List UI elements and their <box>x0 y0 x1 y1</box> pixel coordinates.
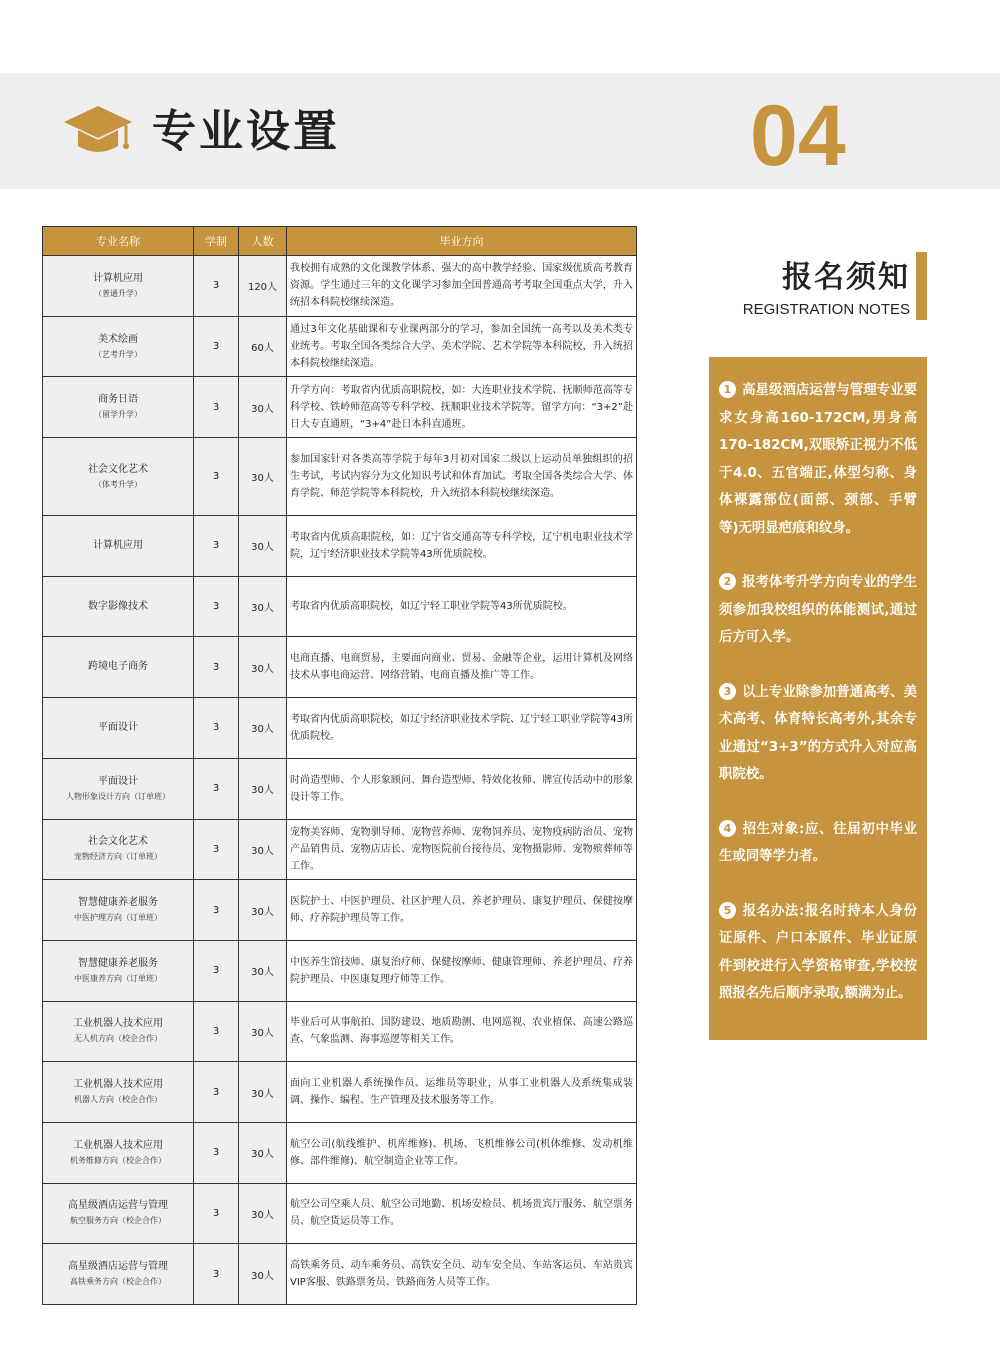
major-name-cell <box>43 698 194 759</box>
direction-cell: 中医养生馆技师、康复治疗师、保健按摩师、健康管理师、养老护理员、疗养院护理员、中医康复理疗师等工作。 <box>287 940 637 1001</box>
direction-cell: 时尚造型师、个人形象顾问、舞台造型师、特效化妆师、牌宣传活动中的形象设计等工作。 <box>287 758 637 819</box>
note-item <box>719 898 917 1008</box>
major-name-cell <box>43 377 194 438</box>
years-cell: 3 <box>194 256 239 317</box>
major-name-cell <box>43 1244 194 1305</box>
notes-panel <box>709 357 927 1040</box>
count-cell: 30人 <box>239 698 287 759</box>
direction-cell: 面向工业机器人系统操作员、运维员等职业，从事工业机器人及系统集成装调、操作、编程、生产管理及技术服务等工作。 <box>287 1062 637 1123</box>
major-name: 平面设计 <box>98 721 138 733</box>
count-cell: 30人 <box>239 758 287 819</box>
count-cell: 30人 <box>239 1001 287 1062</box>
major-subtitle: 高铁乘务方向（校企合作） <box>70 1277 166 1287</box>
major-name-cell <box>43 637 194 698</box>
graduation-cap-icon <box>62 100 134 160</box>
major-name-cell <box>43 1183 194 1244</box>
direction-cell: 我校拥有成熟的文化课教学体系、强大的高中教学经验、国家级优质高考教育资源。学生通过三年的文化课学习参加全国普通高考考取全国重点大学，升入统招本科院校继续深造。 <box>287 256 637 317</box>
major-subtitle: 中医护理方向（订单班） <box>74 913 162 923</box>
direction-cell: 考取省内优质高职院校，如辽宁经济职业技术学院、辽宁轻工职业学院等43所优质院校。 <box>287 698 637 759</box>
note-text: 高星级酒店运营与管理专业要求女身高160-172CM,男身高170-182CM,双眼矫正视力不低于4.0、五官端正,体型匀称、身体裸露部位(面部、颈部、手臂等)无明显疤痕和纹身。 <box>719 383 917 536</box>
notes-title: 报名须知 <box>782 260 910 295</box>
major-name-cell <box>43 1001 194 1062</box>
major-name: 高星级酒店运营与管理 <box>68 1200 168 1212</box>
major-subtitle: 无人机方向（校企合作） <box>74 1034 162 1044</box>
major-name: 智慧健康养老服务 <box>78 957 158 969</box>
direction-cell: 考取省内优质高职院校，如：辽宁省交通高等专科学校，辽宁机电职业技术学院，辽宁经济职业技术学院等43所优质院校。 <box>287 516 637 577</box>
direction-cell: 宠物美容师、宠物驯导师、宠物营养师、宠物饲养员、宠物疫病防治员、宠物产品销售员、宠物店店长、宠物医院前台接待员、宠物摄影师、宠物殡葬师等工作。 <box>287 819 637 880</box>
note-number-badge: 2 <box>719 573 736 590</box>
years-cell: 3 <box>194 1001 239 1062</box>
column-header-name: 专业名称 <box>43 227 194 256</box>
direction-cell: 医院护士、中医护理员、社区护理人员、养老护理员、康复护理员、保健按摩师、疗养院护理员等工作。 <box>287 880 637 941</box>
years-cell: 3 <box>194 576 239 637</box>
table-row <box>43 1183 637 1244</box>
notes-accent-bar <box>916 252 927 320</box>
major-name: 社会文化艺术 <box>88 463 148 475</box>
count-cell: 30人 <box>239 1122 287 1183</box>
years-cell: 3 <box>194 698 239 759</box>
note-text: 报考体考升学方向专业的学生须参加我校组织的体能测试,通过后方可入学。 <box>719 575 917 645</box>
major-subtitle: （留学升学） <box>94 410 142 420</box>
major-name-cell <box>43 940 194 1001</box>
note-item <box>719 377 917 542</box>
major-name: 智慧健康养老服务 <box>78 897 158 909</box>
note-number-badge: 3 <box>719 683 736 700</box>
note-item <box>719 679 917 789</box>
direction-cell: 升学方向：考取省内优质高职院校，如：大连职业技术学院、抚顺师范高等专科学校、铁岭师范高等专科学校、抚顺职业技术学院等。留学方向：“3+2”赴日大专直通班，“3+4”赴日本科直通班。 <box>287 377 637 438</box>
page-title: 专业设置 <box>152 106 340 157</box>
direction-cell: 航空公司(航线维护、机库维修)、机场、飞机维修公司(机体维修、发动机维修、部件维修)、航空制造企业等工作。 <box>287 1122 637 1183</box>
major-name: 计算机应用 <box>93 272 143 284</box>
years-cell: 3 <box>194 637 239 698</box>
count-cell: 30人 <box>239 516 287 577</box>
count-cell: 60人 <box>239 316 287 377</box>
major-name-cell <box>43 758 194 819</box>
table-row <box>43 516 637 577</box>
count-cell: 30人 <box>239 438 287 516</box>
major-name: 工业机器人技术应用 <box>73 1079 163 1091</box>
table-row <box>43 316 637 377</box>
major-subtitle: 机务维修方向（校企合作） <box>70 1155 166 1165</box>
table-row <box>43 1244 637 1305</box>
count-cell: 30人 <box>239 1244 287 1305</box>
major-name-cell <box>43 576 194 637</box>
years-cell: 3 <box>194 1183 239 1244</box>
years-cell: 3 <box>194 377 239 438</box>
years-cell: 3 <box>194 1244 239 1305</box>
note-number-badge: 4 <box>719 820 736 837</box>
note-item <box>719 569 917 652</box>
direction-cell: 航空公司空乘人员、航空公司地勤、机场安检员、机场贵宾厅服务、航空票务员、航空货运员等工作。 <box>287 1183 637 1244</box>
direction-cell: 高铁乘务员、动车乘务员、高铁安全员、动车安全员、车站客运员、车站贵宾VIP客服、铁路票务员、铁路商务人员等工作。 <box>287 1244 637 1305</box>
major-name: 跨境电子商务 <box>88 661 148 673</box>
table-row <box>43 940 637 1001</box>
count-cell: 30人 <box>239 819 287 880</box>
years-cell: 3 <box>194 1062 239 1123</box>
table-row <box>43 1122 637 1183</box>
count-cell: 30人 <box>239 576 287 637</box>
note-text: 招生对象:应、往届初中毕业生或同等学力者。 <box>719 821 917 864</box>
major-subtitle: （普通升学） <box>94 288 142 298</box>
note-number-badge: 5 <box>719 902 736 919</box>
table-row <box>43 1001 637 1062</box>
major-subtitle: 中医康养方向（订单班） <box>74 973 162 983</box>
major-name-cell <box>43 819 194 880</box>
major-name: 工业机器人技术应用 <box>73 1018 163 1030</box>
major-name-cell <box>43 880 194 941</box>
major-subtitle: 机器人方向（校企合作） <box>74 1095 162 1105</box>
major-name: 平面设计 <box>98 775 138 787</box>
major-name-cell <box>43 438 194 516</box>
years-cell: 3 <box>194 758 239 819</box>
direction-cell: 考取省内优质高职院校，如辽宁轻工职业学院等43所优质院校。 <box>287 576 637 637</box>
column-header-years: 学制 <box>194 227 239 256</box>
table-row <box>43 880 637 941</box>
major-name-cell <box>43 316 194 377</box>
major-name: 数字影像技术 <box>88 600 148 612</box>
note-text: 报名办法:报名时持本人身份证原件、户口本原件、毕业证原件到校进行入学资格审查,学校按照报名先后顺序录取,额满为止。 <box>719 903 917 1001</box>
major-subtitle: 航空服务方向（校企合作） <box>70 1216 166 1226</box>
years-cell: 3 <box>194 880 239 941</box>
major-name-cell <box>43 1062 194 1123</box>
note-text: 以上专业除参加普通高考、美术高考、体育特长高考外,其余专业通过“3+3”的方式升入对应高职院校。 <box>719 684 917 782</box>
count-cell: 30人 <box>239 377 287 438</box>
notes-subtitle: REGISTRATION NOTES <box>742 301 910 318</box>
major-name-cell <box>43 1122 194 1183</box>
table-row <box>43 377 637 438</box>
table-row <box>43 1062 637 1123</box>
years-cell: 3 <box>194 316 239 377</box>
table-row <box>43 576 637 637</box>
direction-cell: 电商直播、电商贸易，主要面向商业、贸易、金融等企业，运用计算机及网络技术从事电商运营、网络营销、电商直播及推广等工作。 <box>287 637 637 698</box>
table-row <box>43 637 637 698</box>
major-name: 商务日语 <box>98 394 138 406</box>
years-cell: 3 <box>194 819 239 880</box>
table-row <box>43 758 637 819</box>
count-cell: 30人 <box>239 940 287 1001</box>
count-cell: 120人 <box>239 256 287 317</box>
majors-table <box>42 226 637 1305</box>
table-row <box>43 438 637 516</box>
years-cell: 3 <box>194 1122 239 1183</box>
major-name: 高星级酒店运营与管理 <box>68 1261 168 1273</box>
count-cell: 30人 <box>239 880 287 941</box>
column-header-direction: 毕业方向 <box>287 227 637 256</box>
table-row <box>43 698 637 759</box>
major-name: 工业机器人技术应用 <box>73 1139 163 1151</box>
table-row <box>43 256 637 317</box>
major-subtitle: （体考升学） <box>94 479 142 489</box>
years-cell: 3 <box>194 940 239 1001</box>
count-cell: 30人 <box>239 637 287 698</box>
years-cell: 3 <box>194 438 239 516</box>
major-subtitle: 宠物经济方向（订单班） <box>74 852 162 862</box>
majors-table-body <box>43 256 637 1305</box>
count-cell: 30人 <box>239 1062 287 1123</box>
note-item <box>719 816 917 871</box>
count-cell: 30人 <box>239 1183 287 1244</box>
table-row <box>43 819 637 880</box>
major-name-cell <box>43 256 194 317</box>
major-name-cell <box>43 516 194 577</box>
major-name: 美术绘画 <box>98 333 138 345</box>
major-name: 计算机应用 <box>93 539 143 551</box>
note-number-badge: 1 <box>719 381 736 398</box>
major-subtitle: （艺考升学） <box>94 349 142 359</box>
column-header-count: 人数 <box>239 227 287 256</box>
direction-cell: 参加国家针对各类高等学院于每年3月初对国家二级以上运动员单独组织的招生考试，考试内容分为文化知识考试和体育加试。考取全国各类综合大学、体育学院、师范学院等本科院校，升入统招本科院校继续深造。 <box>287 438 637 516</box>
page-number: 04 <box>750 88 846 184</box>
direction-cell: 通过3年文化基础课和专业课两部分的学习，参加全国统一高考以及美术类专业统考。考取全国各类综合大学、美术学院、艺术学院等本科院校，升入统招本科院校继续深造。 <box>287 316 637 377</box>
major-name: 社会文化艺术 <box>88 836 148 848</box>
major-subtitle: 人物形象设计方向（订单班） <box>66 791 170 801</box>
years-cell: 3 <box>194 516 239 577</box>
direction-cell: 毕业后可从事航拍、国防建设、地质勘测、电网巡视、农业植保、高速公路巡查、气象监测、海事巡逻等相关工作。 <box>287 1001 637 1062</box>
table-header-row <box>43 227 637 256</box>
